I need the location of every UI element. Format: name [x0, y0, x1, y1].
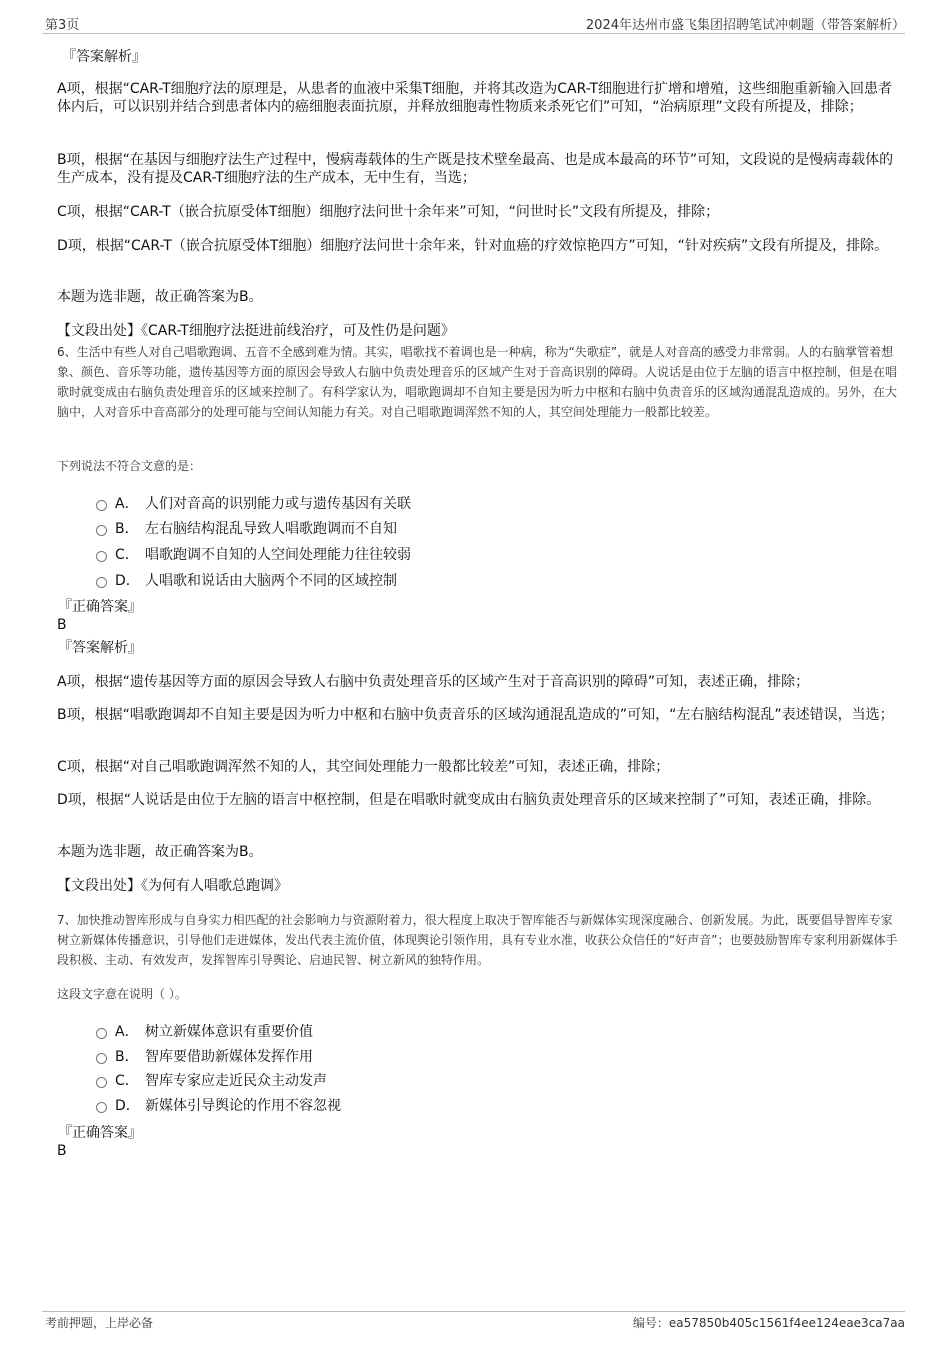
footer-divider	[42, 1311, 905, 1312]
question-6-prompt: 下列说法不符合文意的是：	[57, 459, 202, 473]
option-letter: A．	[115, 1024, 139, 1040]
analysis-label: 『答案解析』	[58, 640, 142, 656]
q6-option-b[interactable]	[96, 518, 397, 538]
radio-icon[interactable]	[96, 500, 107, 511]
option-letter: B．	[115, 521, 139, 537]
analysis-para-a: A项，根据“遗传基因等方面的原因会导致人右脑中负责处理音乐的区域产生对于音高识别的障碍”可知，表述正确，排除；	[57, 674, 810, 690]
analysis-label: 『答案解析』	[62, 49, 146, 65]
page-number: 第3页	[45, 18, 80, 33]
q7-option-d[interactable]	[96, 1095, 341, 1115]
option-text: 左右脑结构混乱导致人唱歌跑调而不自知	[145, 521, 397, 537]
analysis-para-c: C项，根据“对自己唱歌跑调浑然不知的人，其空间处理能力一般都比较差”可知，表述正确，排除；	[57, 759, 670, 775]
radio-icon[interactable]	[96, 551, 107, 562]
q6-option-a[interactable]	[96, 493, 411, 513]
analysis-para-c: C项，根据“CAR-T（嵌合抗原受体T细胞）细胞疗法问世十余年来”可知，“问世时长”文段有所提及，排除；	[57, 204, 720, 220]
document-title: 2024年达州市盛飞集团招聘笔试冲刺题（带答案解析）	[585, 18, 905, 33]
option-text: 树立新媒体意识有重要价值	[145, 1024, 313, 1040]
radio-icon[interactable]	[96, 1102, 107, 1113]
option-text: 智库要借助新媒体发挥作用	[145, 1049, 313, 1065]
q7-option-c[interactable]	[96, 1070, 327, 1090]
option-text: 新媒体引导舆论的作用不容忽视	[145, 1098, 341, 1114]
radio-icon[interactable]	[96, 1028, 107, 1039]
q7-option-a[interactable]	[96, 1021, 313, 1041]
question-6-text: 6、生活中有些人对自己唱歌跑调、五音不全感到难为情。其实，唱歌找不着调也是一种病，称为“失歌症”，就是人对音高的感受力非常弱。人的右脑掌管着想象、颜色、音乐等功能，遗传基因等方面的原因会导致人右脑中负责处理音乐的区域产生对于音高识别的障碍。人说话是由位于左脑的语言中枢控制，但是在唱歌时就变成由右脑负责处理音乐的区域来控制了。有科学家认为，唱歌跑调却不自知主要是因为听力中枢和右脑中负责音乐的区域沟通混乱造成的。另外，在大脑中，人对音乐中音高部分的处理可能与空间认知能力有关。对自己唱歌跑调浑然不知的人，其空间处理能力一般都比较差。	[57, 345, 898, 419]
option-text: 人们对音高的识别能力或与遗传基因有关联	[145, 496, 411, 512]
radio-icon[interactable]	[96, 1053, 107, 1064]
option-letter: C．	[115, 1073, 139, 1089]
q6-option-d[interactable]	[96, 570, 397, 590]
option-letter: B．	[115, 1049, 139, 1065]
header-divider	[42, 33, 905, 34]
answer-label: 『正确答案』	[58, 599, 142, 615]
radio-icon[interactable]	[96, 525, 107, 536]
option-letter: D．	[115, 1098, 140, 1114]
q6-option-c[interactable]	[96, 544, 411, 564]
radio-icon[interactable]	[96, 1077, 107, 1088]
q7-option-b[interactable]	[96, 1046, 313, 1066]
question-7-text: 7、加快推动智库形成与自身实力相匹配的社会影响力与资源附着力，很大程度上取决于智库能否与新媒体实现深度融合、创新发展。为此，既要倡导智库专家树立新媒体传播意识，引导他们走进媒体，发出代表主流价值，体现舆论引领作用，具有专业水准，收获公众信任的“好声音”；也要鼓励智库专家利用新媒体手段积极、主动、有效发声，发挥智库引导舆论、启迪民智、树立新风的独特作用。	[57, 913, 898, 967]
answer-value: B	[57, 617, 67, 633]
option-text: 智库专家应走近民众主动发声	[145, 1073, 327, 1089]
option-letter: A．	[115, 496, 139, 512]
option-letter: C．	[115, 547, 139, 563]
footer-serial: 编号：ea57850b405c1561f4ee124eae3ca7aa	[632, 1316, 905, 1330]
question-7-prompt: 这段文字意在说明（ ）。	[57, 987, 187, 1001]
analysis-para-b: B项，根据“在基因与细胞疗法生产过程中，慢病毒载体的生产既是技术壁垒最高、也是成本最高的环节”可知，文段说的是慢病毒载体的生产成本，没有提及CAR-T细胞疗法的生产成本，无中生有，当选；	[57, 152, 894, 186]
source: 【文段出处】《CAR-T细胞疗法挺进前线治疗，可及性仍是问题》	[57, 323, 455, 339]
answer-label: 『正确答案』	[58, 1125, 142, 1141]
radio-icon[interactable]	[96, 577, 107, 588]
answer-value: B	[57, 1143, 67, 1159]
analysis-para-d: D项，根据“CAR-T（嵌合抗原受体T细胞）细胞疗法问世十余年来，针对血癌的疗效惊艳四方”可知，“针对疾病”文段有所提及，排除。	[57, 238, 889, 254]
option-text: 人唱歌和说话由大脑两个不同的区域控制	[145, 573, 397, 589]
analysis-para-b: B项，根据“唱歌跑调却不自知主要是因为听力中枢和右脑中负责音乐的区域沟通混乱造成的”可知，“左右脑结构混乱”表述错误，当选；	[57, 707, 894, 723]
option-text: 唱歌跑调不自知的人空间处理能力往往较弱	[145, 547, 411, 563]
footer-slogan: 考前押题，上岸必备	[45, 1316, 154, 1330]
conclusion: 本题为选非题，故正确答案为B。	[57, 844, 263, 860]
analysis-para-d: D项，根据“人说话是由位于左脑的语言中枢控制，但是在唱歌时就变成由右脑负责处理音乐的区域来控制了”可知，表述正确，排除。	[57, 792, 881, 808]
option-letter: D．	[115, 573, 140, 589]
conclusion: 本题为选非题，故正确答案为B。	[57, 289, 263, 305]
source: 【文段出处】《为何有人唱歌总跑调》	[57, 878, 288, 894]
analysis-para-a: A项，根据“CAR-T细胞疗法的原理是，从患者的血液中采集T细胞，并将其改造为CAR-T细胞进行扩增和增殖，这些细胞重新输入回患者体内后，可以识别并结合到患者体内的癌细胞表面抗原，并释放细胞毒性物质来杀死它们”可知，“治病原理”文段有所提及，排除；	[57, 81, 893, 115]
